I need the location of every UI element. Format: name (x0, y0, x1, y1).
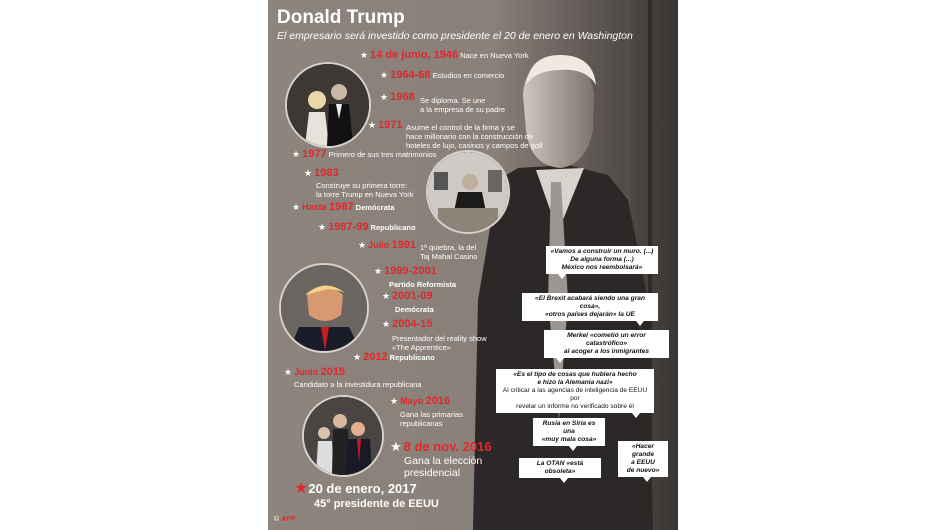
timeline-event: ★ 1987-99 Republicano (318, 221, 416, 233)
afp-logo: © AFP (274, 516, 296, 523)
star-icon: ★ (284, 367, 293, 377)
star-icon: ★ (304, 168, 313, 178)
star-icon: ★ (368, 120, 377, 130)
star-icon: ★ (292, 149, 301, 159)
star-icon: ★ (292, 202, 301, 212)
star-icon: ★ (380, 92, 389, 102)
star-icon: ★ (360, 50, 369, 60)
quote-bubble: «Hacer grande a EEUU de nuevo» (618, 441, 668, 477)
timeline-event: ★ 8 de nov. 2016 Gana la elección presidencial (390, 439, 492, 479)
star-icon: ★ (318, 222, 327, 232)
star-icon: ★ (374, 266, 383, 276)
timeline-event: ★ 1968 Se diploma. Se une a la empresa de su padre (380, 91, 506, 114)
star-icon: ★ (353, 352, 362, 362)
timeline-event: ★ 14 de junio, 1946 Nace en Nueva York (360, 49, 529, 61)
star-icon: ★ (390, 439, 402, 454)
timeline-event: ★ 2001-09 Demócrata (382, 290, 434, 314)
red-star-icon: ★ (294, 480, 309, 497)
quote-bubble: La OTAN «está obsoleta» (519, 458, 601, 478)
timeline-event: ★ Hasta 1987 Demócrata (292, 201, 395, 213)
timeline-event: ★ Junio 2015 Candidato a la investidura republicana (284, 366, 422, 389)
timeline-event: ★ 1964-68 Estudios en comercio (380, 69, 505, 81)
star-icon: ★ (380, 70, 389, 80)
timeline-event: ★ Julio 1991 1ª quiebra, la del Taj Mahal Casino (358, 239, 478, 261)
page-title: Donald Trump (277, 7, 405, 28)
timeline-event-inauguration: ★20 de enero, 2017 45° presidente de EEUU (294, 480, 439, 510)
office-photo (426, 150, 510, 234)
star-icon: ★ (382, 291, 391, 301)
star-icon: ★ (358, 240, 367, 250)
wedding-photo (285, 62, 371, 148)
apprentice-photo (279, 263, 369, 353)
victory-photo (302, 395, 384, 477)
quote-bubble: «Es el tipo de cosas que hubiera hecho e hizo la Alemania nazi» Al criticar a las agencias de inteligencia de EEUU por revelar un informe no verificado sobre él (496, 369, 654, 413)
timeline-event: ★ 1999-2001 Partido Reformista (374, 265, 457, 289)
quote-bubble: Merkel «cometió un error catastrófico» al acoger a los inmigrantes (544, 330, 669, 358)
infographic-poster (268, 0, 678, 530)
timeline-event: ★ 2004-15 Presentador del reality show «The Apprentice» (382, 318, 487, 352)
quote-bubble: «El Brexit acabará siendo una gran cosa», «otros países dejarán» la UE (522, 293, 658, 321)
timeline-event: ★ 1983 Construye su primera torre: la torre Trump en Nueva York (304, 167, 414, 199)
quote-bubble: «Vamos a construir un muro. (...) De alguna forma (...) México nos reembolsará» (546, 246, 658, 274)
timeline-event: ★ Mayo 2016 Gana las primarias republicanas (390, 395, 463, 428)
timeline-event: ★ 1971 Asume el control de la firma y se hace millonario con la construcción de hoteles de lujo, casinos y campos de golf (368, 119, 543, 150)
page-subtitle: El empresario será investido como presidente el 20 de enero en Washington (277, 30, 633, 42)
star-icon: ★ (382, 319, 391, 329)
timeline-event: ★ 2012 Republicano (353, 351, 435, 363)
star-icon: ★ (390, 396, 399, 406)
quote-bubble: Rusia en Siria es una «muy mala cosa» (533, 418, 605, 446)
timeline-event: ★ 1977 Primero de sus tres matrimonios (292, 148, 437, 160)
